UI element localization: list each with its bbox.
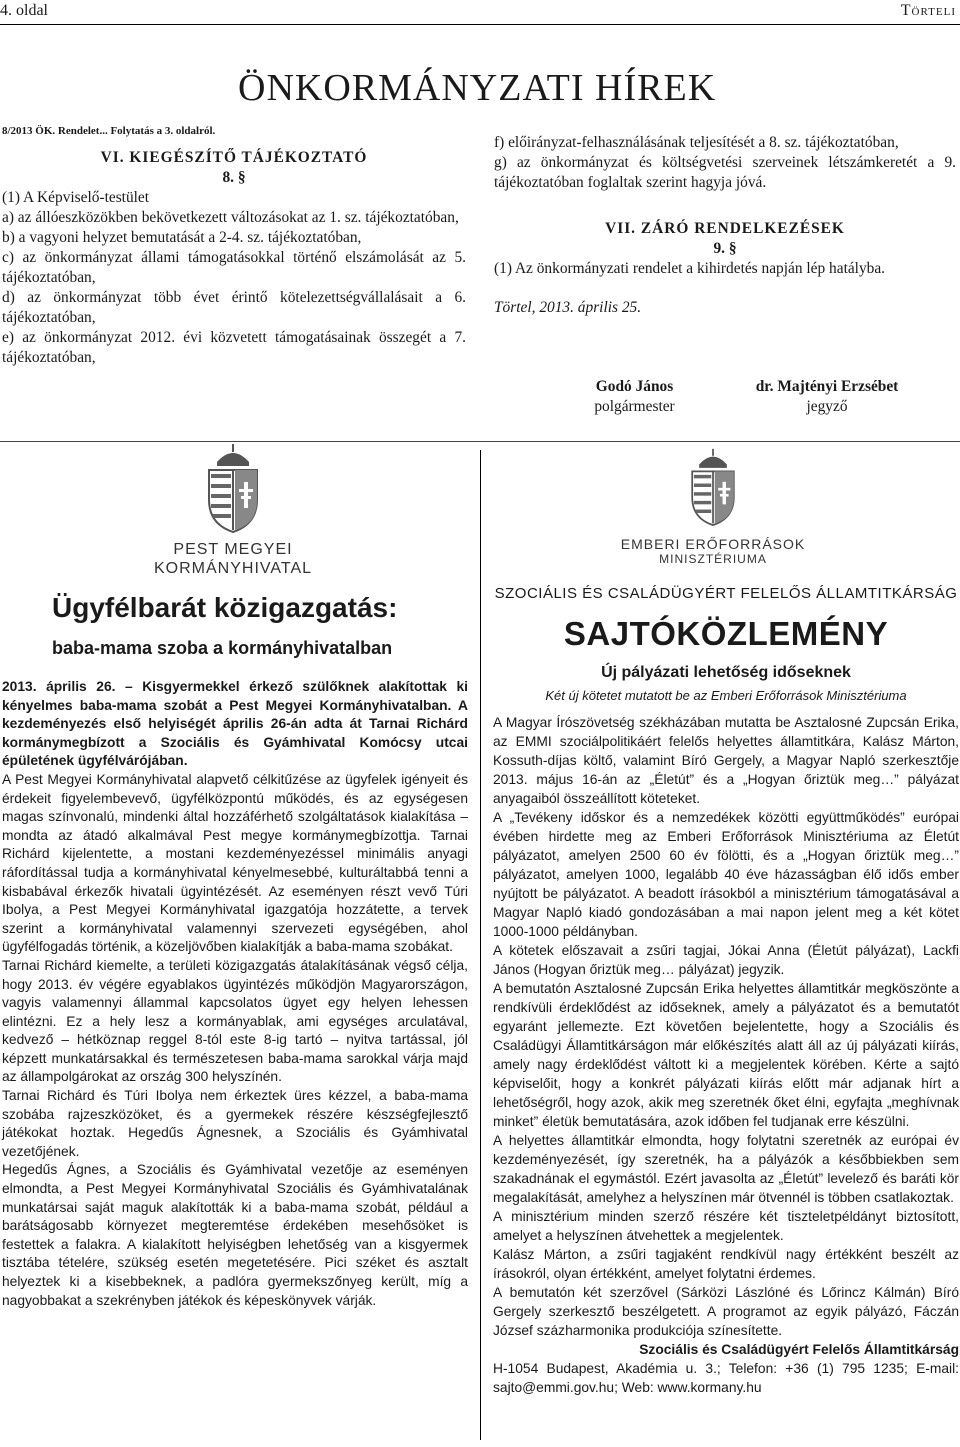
section-divider <box>0 441 960 442</box>
article-paragraph: Tarnai Richárd kiemelte, a területi közigazgatás átalakításának végső célja, hogy 2013. év végére egyablakos ügyintézés működjön Magyarországon, vagyis valamennyi állammal kapcsolatos ügyet egy helyen lehessen elintézni. Ez a hely lesz a kormányablak, ami egységes arculatával, kedvező – hétköznap reggel 8-tól este 8-ig tartó – nyitva tartással, jól képzett munkatársakkal és természetesen baba-mama sarokkal várja majd az állampolgárokat az ország 300 helyszínén. <box>2 957 468 1085</box>
header-rule <box>0 24 960 25</box>
article-subtitle: baba-mama szoba a kormányhivatalban <box>52 638 393 658</box>
press-paragraph: A „Tevékeny időskor és a nemzedékek közötti együttműködés” európai évében hirdette meg az Emberi Erőforrások Minisztériuma az Életút pályázatot, amelyen 2500 60 év fölötti, és a „Hogyan őriztük meg…” pályázatot, amelyen 1000, legalább 40 éve házasságban élő idős ember nyújtott be pályázatot. A beadott írásokból a minisztérium támogatásával a Magyar Napló kiadó gondozásában a mai napon jelent meg a két kötet 1000-1000 példányban. <box>493 810 959 939</box>
section-6-title: VI. KIEGÉSZÍTŐ TÁJÉKOZTATÓ <box>100 149 368 166</box>
paragraph-9-text: (1) Az önkormányzati rendelet a kihirdetés napján lép hatályba. <box>494 260 886 277</box>
press-paragraph: Kalász Márton, a zsűri tagjaként rendkívül nagy értékként beszélt az írásokról, olyan értékként, amelyet folytatni érdemes. <box>493 1247 959 1281</box>
decree-right-column <box>494 133 956 318</box>
emmi-logo <box>620 447 806 597</box>
publication-name: Törteli <box>900 2 956 19</box>
decree-item: b) a vagyoni helyzet bemutatását a 2-4. sz. tájékoztatóban, <box>2 229 362 246</box>
decree-reference: 8/2013 ÖK. Rendelet... Folytatás a 3. oldalról. <box>2 125 216 137</box>
coat-of-arms-icon <box>203 442 263 534</box>
press-paragraph: A kötetek előszavait a zsűri tagjai, Jókai Anna (Életút pályázat), Lackfi János (Hogyan őriztük meg… pályázat) jegyzik. <box>493 943 959 977</box>
decree-item: e) az önkormányzat 2012. évi közvetett támogatásainak összegét a 7. tájékoztatóban, <box>2 329 466 366</box>
signer-title: jegyző <box>806 398 848 415</box>
decree-item: g) az önkormányzat és költségvetési szerveinek létszámkeretét a 9. tájékoztatóban foglaltak szerint hagyja jóvá. <box>494 154 956 191</box>
press-footer-org: Szociális és Családügyért Felelős Államtitkárság <box>639 1342 959 1357</box>
pest-megyei-logo <box>148 442 318 592</box>
press-lead: Két új kötetet mutatott be az Emberi Erőforrások Minisztériuma <box>545 688 907 703</box>
decree-item: d) az önkormányzat több évet érintő kötelezettségvállalásait a 6. tájékoztatóban, <box>2 289 466 326</box>
masthead: ÖNKORMÁNYZATI HÍREK <box>238 67 717 109</box>
article-title: Ügyfélbarát közigazgatás: <box>52 592 398 623</box>
decree-item: (1) A Képviselő-testület <box>2 189 150 206</box>
press-body <box>493 713 959 1397</box>
press-paragraph: A bemutatón Asztalosné Zupcsán Erika helyettes államtitkár megköszönte a rendkívüli érdeklődést az időseknek, amely a pályázatot és a bemutatót egyaránt jellemezte. Ezt követően bejelentette, hogy a Szociális és Családügyi Államtitkárságon már előkészítés alatt áll az új pályázati kiírás, amely nagy érdeklődést váltott ki a megjelentek körében. Kérte a sajtó képviselőit, hogy a konkrét pályázati kiírás előtt már adjanak hírt a lehetőségről, hogy azok, akik meg szeretnék őket élni, egyfajta „meghívnak minket” életük bemutatására, azok időben fel tudjanak erre készülni. <box>493 981 959 1129</box>
press-paragraph: A minisztérium minden szerző részére két tiszteletpéldányt biztosított, amelyet a helyszínen átvehettek a megjelentek. <box>493 1209 959 1243</box>
paragraph-8-heading: 8. § <box>222 169 246 186</box>
decree-item: a) az állóeszközökben bekövetkezett változásokat az 1. sz. tájékoztatóban, <box>2 209 459 226</box>
paragraph-9-heading: 9. § <box>713 240 737 257</box>
page-number: 4. oldal <box>0 2 48 19</box>
article-paragraph: Tarnai Richárd és Túri Ibolya nem érkeztek üres kézzel, a baba-mama szobába rajzeszközöket, és a gyermekek részére készségfejlesztő játékokat hoztak. Hegedűs Ágnesnek, a Szociális és Gyámhivatal vezetőjének. <box>2 1088 468 1159</box>
press-footer-contact: H-1054 Budapest, Akadémia u. 3.; Telefon: +36 (1) 795 1235; E-mail: sajto@emmi.gov.hu; Web: www.kormany.hu <box>493 1361 959 1395</box>
article-lead: 2013. április 26. – Kisgyermekkel érkező szülőknek alakítottak ki kényelmes baba-mama szobát a Pest Megyei Kormányhivatalban. A kezdeményezés első helyiségét április 26-án adta át Tarnai Richárd kormánymegbízott a Szociális és Gyámhivatal Komócsy utcai épületének ügyfélvárójában. <box>2 679 468 769</box>
org-name-line1: PEST MEGYEI <box>173 541 293 558</box>
signer-title: polgármester <box>594 398 675 415</box>
coat-of-arms-icon <box>687 447 739 527</box>
article-paragraph: Hegedűs Ágnes, a Szociális és Gyámhivatal vezetője az eseményen elmondta, a Pest Megyei Kormányhivatal Szociális és Gyámhivatalának munkatársai saját maguk alakították ki a baba-mama szobát, például a barátságosabb környezet megteremtése érdekében mesehősöket is festettek a falakra. A kialakított helyiségben lehetőség van a kisgyermek tisztába tételére, szükség esetén megetetésére. Pici széket és asztalt helyeztek ki a kisebbeknek, a padlóra gyermekszőnyeg került, míg a nagyobbakat a szekrényben játékok és képeskönyvek várják. <box>2 1162 468 1308</box>
org-name-line2: KORMÁNYHIVATAL <box>153 560 313 577</box>
press-subtitle: Új pályázati lehetőség időseknek <box>601 664 851 681</box>
org-name-line1: EMBERI ERŐFORRÁSOK <box>620 536 806 552</box>
article-paragraph: A Pest Megyei Kormányhivatal alapvető célkitűzése az ügyfelek igényeit és érdekeit figyelembevevő, ügyfélközpontú működés, és az egységesen magas színvonalú, mindenki által hozzáférhető szolgáltatások kialakítása – mondta az átadó alkalmával Pest megye kormánymegbízottja. Tarnai Richárd kijelentette, a mostani kezdeményezéssel minimális anyagi ráfordítással tudja a kormányhivatal kényelmesebbé, kulturáltabbá tenni a kisbabával érkezők hivatali ügyintézését. Az eseményen részt vevő Túri Ibolya, a Pest Megyei Kormányhivatal igazgatója hozzátette, a tervek szerint a kormányhivatal valamennyi szervezeti egységében, ahol ügyfélfogadás történik, a közeljövőben kialakítják a baba-mama szobákat. <box>2 771 468 955</box>
press-paragraph: A helyettes államtitkár elmondta, hogy folytatni szeretnék az európai év kezdeményezését, így szeretnék, ha a pályázók a későbbiekben sem szakadnának el egymástól. Ezért javasolta az „Életút” levelező és baráti kör megalakítását, amelyhez a helyszínen már ötvennél is többen csatlakoztak. <box>493 1133 959 1205</box>
press-title: SAJTÓKÖZLEMÉNY <box>563 615 889 652</box>
column-divider <box>480 450 481 1440</box>
org-name-line2: MINISZTÉRIUMA <box>659 552 767 566</box>
decree-item: c) az önkormányzat állami támogatásokkal történő elszámolását az 5. tájékoztatóban, <box>2 249 466 286</box>
article-body <box>2 678 468 1310</box>
signer-name: dr. Majtényi Erzsébet <box>755 378 899 395</box>
decree-left-column <box>2 124 466 368</box>
press-paragraph: A Magyar Írószövetség székházában mutatta be Asztalosné Zupcsán Erika, az EMMI szociálpolitikáért felelős helyettes államtitkára, Kalász Márton, Kossuth-díjas költő, valamint Bíró Gergely, a Magyar Napló szerkesztője 2013. május 16-án az „Életút” és a „Hogyan őriztük meg…” pályázat anyagaiból összeállított köteteket. <box>493 715 959 806</box>
press-paragraph: A bemutatón két szerzővel (Sárközi Lászlóné és Lőrincz Kálmán) Bíró Gergely szerkesztő beszélgetett. A programot az egyik pályázó, Fáczán József százharmonika produkciója színesítette. <box>493 1285 959 1338</box>
decree-item: f) előirányzat-felhasználásának teljesítését a 8. sz. tájékoztatóban, <box>494 134 899 151</box>
place-date: Törtel, 2013. április 25. <box>494 299 642 316</box>
press-kicker: SZOCIÁLIS ÉS CSALÁDÜGYÉRT FELELŐS ÁLLAMTITKÁRSÁG <box>494 585 958 602</box>
section-7-title: VII. ZÁRÓ RENDELKEZÉSEK <box>605 220 845 237</box>
signer-name: Godó János <box>595 378 674 395</box>
